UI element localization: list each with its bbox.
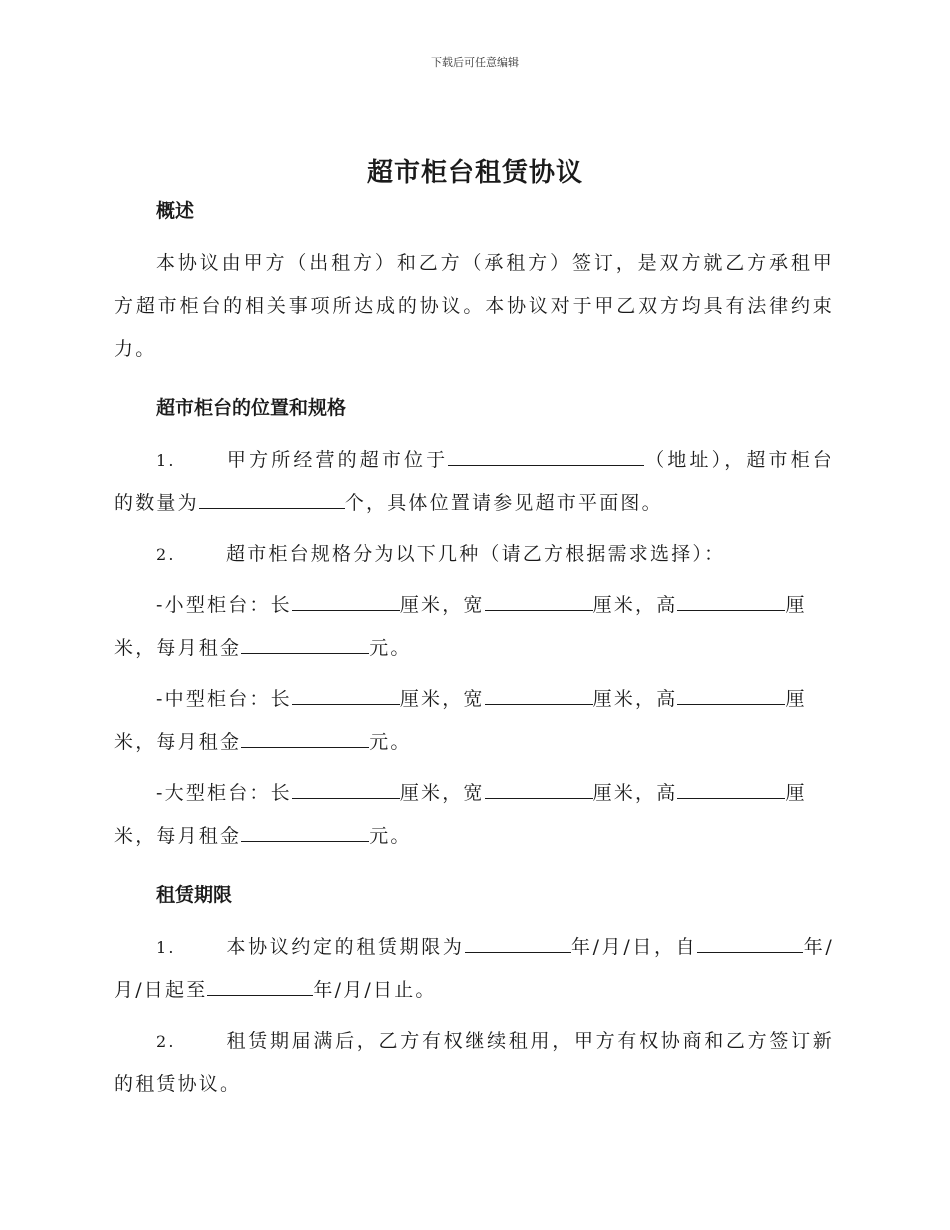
length-blank[interactable] bbox=[292, 680, 400, 705]
spec-text: 厘 bbox=[785, 688, 807, 710]
item-text: 甲方所经营的超市位于 bbox=[226, 449, 449, 471]
document-body bbox=[114, 196, 834, 1106]
height-blank[interactable] bbox=[677, 586, 785, 611]
spec-text: 厘 bbox=[785, 782, 807, 804]
item-number: 1. bbox=[156, 938, 176, 957]
item-text: （地址），超市柜台的数量为 bbox=[114, 449, 834, 514]
large-counter-spec bbox=[114, 772, 834, 858]
item-text: 本协议约定的租赁期限为 bbox=[226, 936, 465, 958]
rent-blank[interactable] bbox=[241, 723, 369, 748]
spec-label: -中型柜台：长 bbox=[156, 688, 292, 710]
medium-counter-spec bbox=[114, 678, 834, 764]
height-blank[interactable] bbox=[677, 680, 785, 705]
item-text: 个，具体位置请参见超市平面图。 bbox=[344, 492, 663, 514]
item-text: 年/月/日，自 bbox=[570, 936, 698, 958]
spec-text: 厘米，宽 bbox=[399, 688, 485, 710]
counter-count-blank[interactable] bbox=[199, 484, 345, 509]
spec-label: -小型柜台：长 bbox=[156, 594, 292, 616]
spec-text: 米，每月租金 bbox=[114, 731, 242, 753]
term-item-1 bbox=[114, 926, 834, 1012]
term-length-blank[interactable] bbox=[465, 928, 571, 953]
height-blank[interactable] bbox=[677, 774, 785, 799]
start-date-blank[interactable] bbox=[697, 928, 803, 953]
end-date-blank[interactable] bbox=[207, 971, 313, 996]
width-blank[interactable] bbox=[485, 680, 593, 705]
spec-text: 厘米，高 bbox=[592, 594, 678, 616]
spec-text: 厘米，高 bbox=[592, 782, 678, 804]
spec-text: 元。 bbox=[369, 731, 412, 753]
spec-text: 厘米，宽 bbox=[399, 782, 485, 804]
document-title: 超市柜台租赁协议 bbox=[366, 158, 583, 188]
item-number: 2. bbox=[156, 545, 176, 564]
section-heading-overview: 概述 bbox=[156, 200, 195, 222]
location-item-1 bbox=[114, 439, 834, 525]
term-item-2 bbox=[114, 1020, 834, 1106]
item-text: 租赁期届满后，乙方有权继续租用，甲方有权协商和乙方签订新的租赁协议。 bbox=[114, 1030, 834, 1095]
item-number: 1. bbox=[156, 451, 176, 470]
width-blank[interactable] bbox=[485, 774, 593, 799]
spec-label: -大型柜台：长 bbox=[156, 782, 292, 804]
length-blank[interactable] bbox=[292, 774, 400, 799]
spec-text: 厘 bbox=[785, 594, 807, 616]
spec-text: 米，每月租金 bbox=[114, 637, 242, 659]
section-heading-term: 租赁期限 bbox=[156, 884, 233, 906]
spec-text: 元。 bbox=[369, 825, 412, 847]
length-blank[interactable] bbox=[292, 586, 400, 611]
item-text: 年/月/日止。 bbox=[313, 979, 437, 1001]
section-heading-location: 超市柜台的位置和规格 bbox=[156, 397, 347, 419]
small-counter-spec bbox=[114, 584, 834, 670]
rent-blank[interactable] bbox=[241, 629, 369, 654]
spec-text: 元。 bbox=[369, 637, 412, 659]
spec-text: 米，每月租金 bbox=[114, 825, 242, 847]
width-blank[interactable] bbox=[485, 586, 593, 611]
header-note: 下载后可任意编辑 bbox=[431, 56, 519, 69]
location-item-2 bbox=[114, 533, 834, 576]
spec-text: 厘米，宽 bbox=[399, 594, 485, 616]
item-text: 年/月/日起至 bbox=[114, 936, 835, 1001]
item-text: 超市柜台规格分为以下几种（请乙方根据需求选择）： bbox=[226, 543, 726, 565]
spec-text: 厘米，高 bbox=[592, 688, 678, 710]
overview-paragraph: 本协议由甲方（出租方）和乙方（承租方）签订，是双方就乙方承租甲方超市柜台的相关事项所达成的协议。本协议对于甲乙双方均具有法律约束力。 bbox=[114, 252, 834, 360]
item-number: 2. bbox=[156, 1032, 176, 1051]
rent-blank[interactable] bbox=[241, 817, 369, 842]
address-blank[interactable] bbox=[448, 441, 644, 466]
